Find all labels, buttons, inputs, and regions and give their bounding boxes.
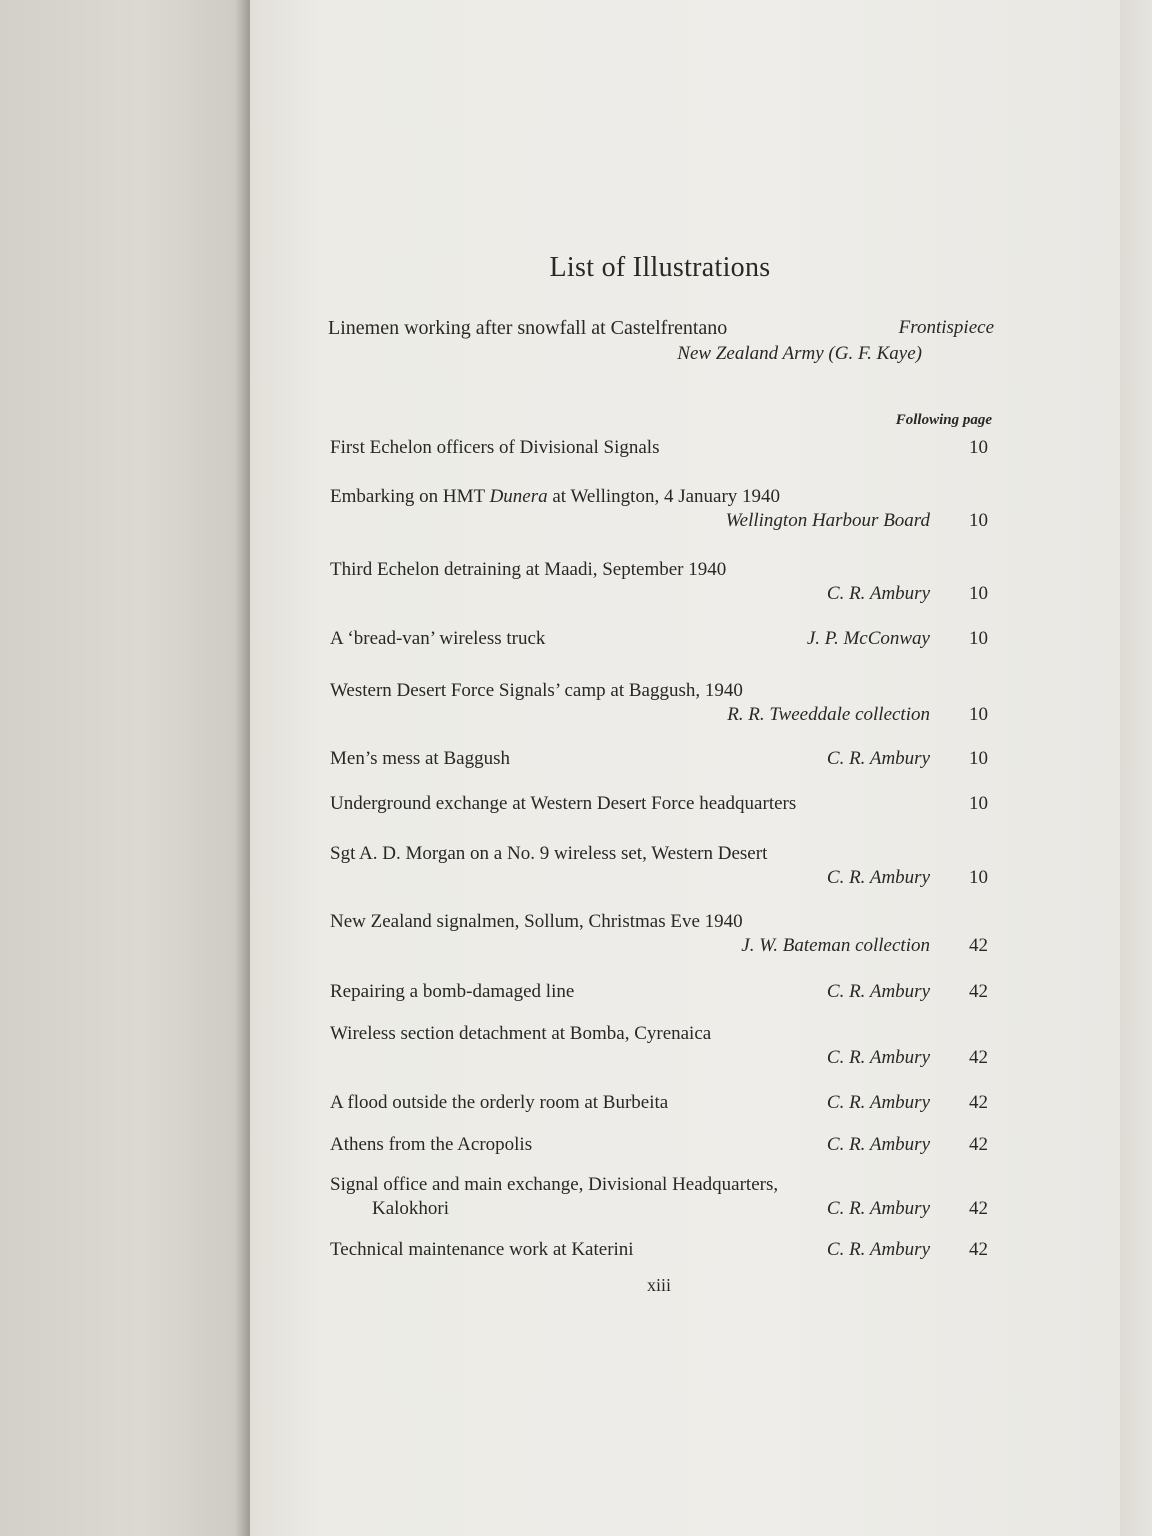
left-page <box>0 0 258 1536</box>
entry-credit: C. R. Ambury <box>826 867 930 888</box>
entry-page: 42 <box>969 1239 988 1260</box>
entry-page: 10 <box>969 748 988 769</box>
entry-caption: Third Echelon detraining at Maadi, September 1940 <box>330 559 727 580</box>
entry-credit: C. R. Ambury <box>826 583 930 604</box>
entry-page: 42 <box>969 1198 988 1219</box>
entry-credit: Wellington Harbour Board <box>725 510 930 531</box>
frontispiece-entry <box>328 315 994 367</box>
page-title: List of Illustrations <box>549 252 771 283</box>
entry-page: 10 <box>969 793 988 814</box>
entry-credit: C. R. Ambury <box>826 1047 930 1068</box>
entry-caption: Men’s mess at Baggush <box>330 748 510 769</box>
frontispiece-label: Frontispiece <box>898 317 994 338</box>
list-item <box>330 1173 988 1221</box>
entry-caption: Western Desert Force Signals’ camp at Baggush, 1940 <box>330 680 743 701</box>
entry-page: 10 <box>969 704 988 725</box>
entry-caption: Underground exchange at Western Desert Force headquarters <box>330 793 797 814</box>
entry-caption: Athens from the Acropolis <box>330 1134 533 1155</box>
entry-credit: C. R. Ambury <box>826 748 930 769</box>
list-item <box>330 485 988 533</box>
entry-credit: R. R. Tweeddale collection <box>727 704 930 725</box>
list-item <box>330 627 988 651</box>
list-item <box>330 558 988 606</box>
entry-page: 10 <box>969 510 988 531</box>
entry-caption-ship: Dunera <box>489 486 548 507</box>
list-item <box>330 747 988 771</box>
entry-credit: C. R. Ambury <box>826 1092 930 1113</box>
entry-page: 42 <box>969 1047 988 1068</box>
list-item <box>330 1022 988 1070</box>
entry-caption: Technical maintenance work at Katerini <box>330 1239 634 1260</box>
entry-caption-continued: Kalokhori <box>372 1198 450 1219</box>
list-item <box>330 792 988 816</box>
list-item <box>330 980 988 1004</box>
entry-credit: C. R. Ambury <box>826 1239 930 1260</box>
list-item <box>330 842 988 890</box>
entry-page: 10 <box>969 628 988 649</box>
frontispiece-caption: Linemen working after snowfall at Castelfrentano <box>328 317 728 339</box>
entry-page: 10 <box>969 583 988 604</box>
list-item <box>330 910 988 958</box>
entry-caption <box>330 485 988 509</box>
page-edge <box>1120 0 1152 1536</box>
entry-credit: J. W. Bateman collection <box>741 935 930 956</box>
entry-caption: New Zealand signalmen, Sollum, Christmas Eve 1940 <box>330 911 743 932</box>
entry-caption: First Echelon officers of Divisional Signals <box>330 437 660 458</box>
entry-credit: J. P. McConway <box>806 628 930 649</box>
entry-credit: C. R. Ambury <box>826 981 930 1002</box>
list-item <box>330 679 988 727</box>
entry-caption: Signal office and main exchange, Divisional Headquarters, <box>330 1174 779 1195</box>
list-item <box>330 1091 988 1115</box>
entry-page: 42 <box>969 935 988 956</box>
entry-page: 42 <box>969 1134 988 1155</box>
entry-caption: A ‘bread-van’ wireless truck <box>330 628 546 649</box>
entry-caption: A flood outside the orderly room at Burbeita <box>330 1092 669 1113</box>
entry-caption-part: at Wellington, 4 January 1940 <box>547 486 781 507</box>
entry-caption-part: Embarking on HMT <box>330 486 490 507</box>
entry-page: 42 <box>969 1092 988 1113</box>
entry-caption: Repairing a bomb-damaged line <box>330 981 575 1002</box>
entry-credit: C. R. Ambury <box>826 1134 930 1155</box>
entry-credit: C. R. Ambury <box>826 1198 930 1219</box>
frontispiece-credit: New Zealand Army (G. F. Kaye) <box>677 343 922 364</box>
list-item <box>330 1238 988 1262</box>
entry-caption: Wireless section detachment at Bomba, Cyrenaica <box>330 1023 712 1044</box>
entry-page: 10 <box>969 867 988 888</box>
list-item <box>330 436 988 460</box>
list-item <box>330 1133 988 1157</box>
entry-caption: Sgt A. D. Morgan on a No. 9 wireless set, Western Desert <box>330 843 768 864</box>
following-page-label: Following page <box>895 412 992 428</box>
entry-page: 10 <box>969 437 988 458</box>
entry-page: 42 <box>969 981 988 1002</box>
page-number: xiii <box>646 1275 671 1295</box>
